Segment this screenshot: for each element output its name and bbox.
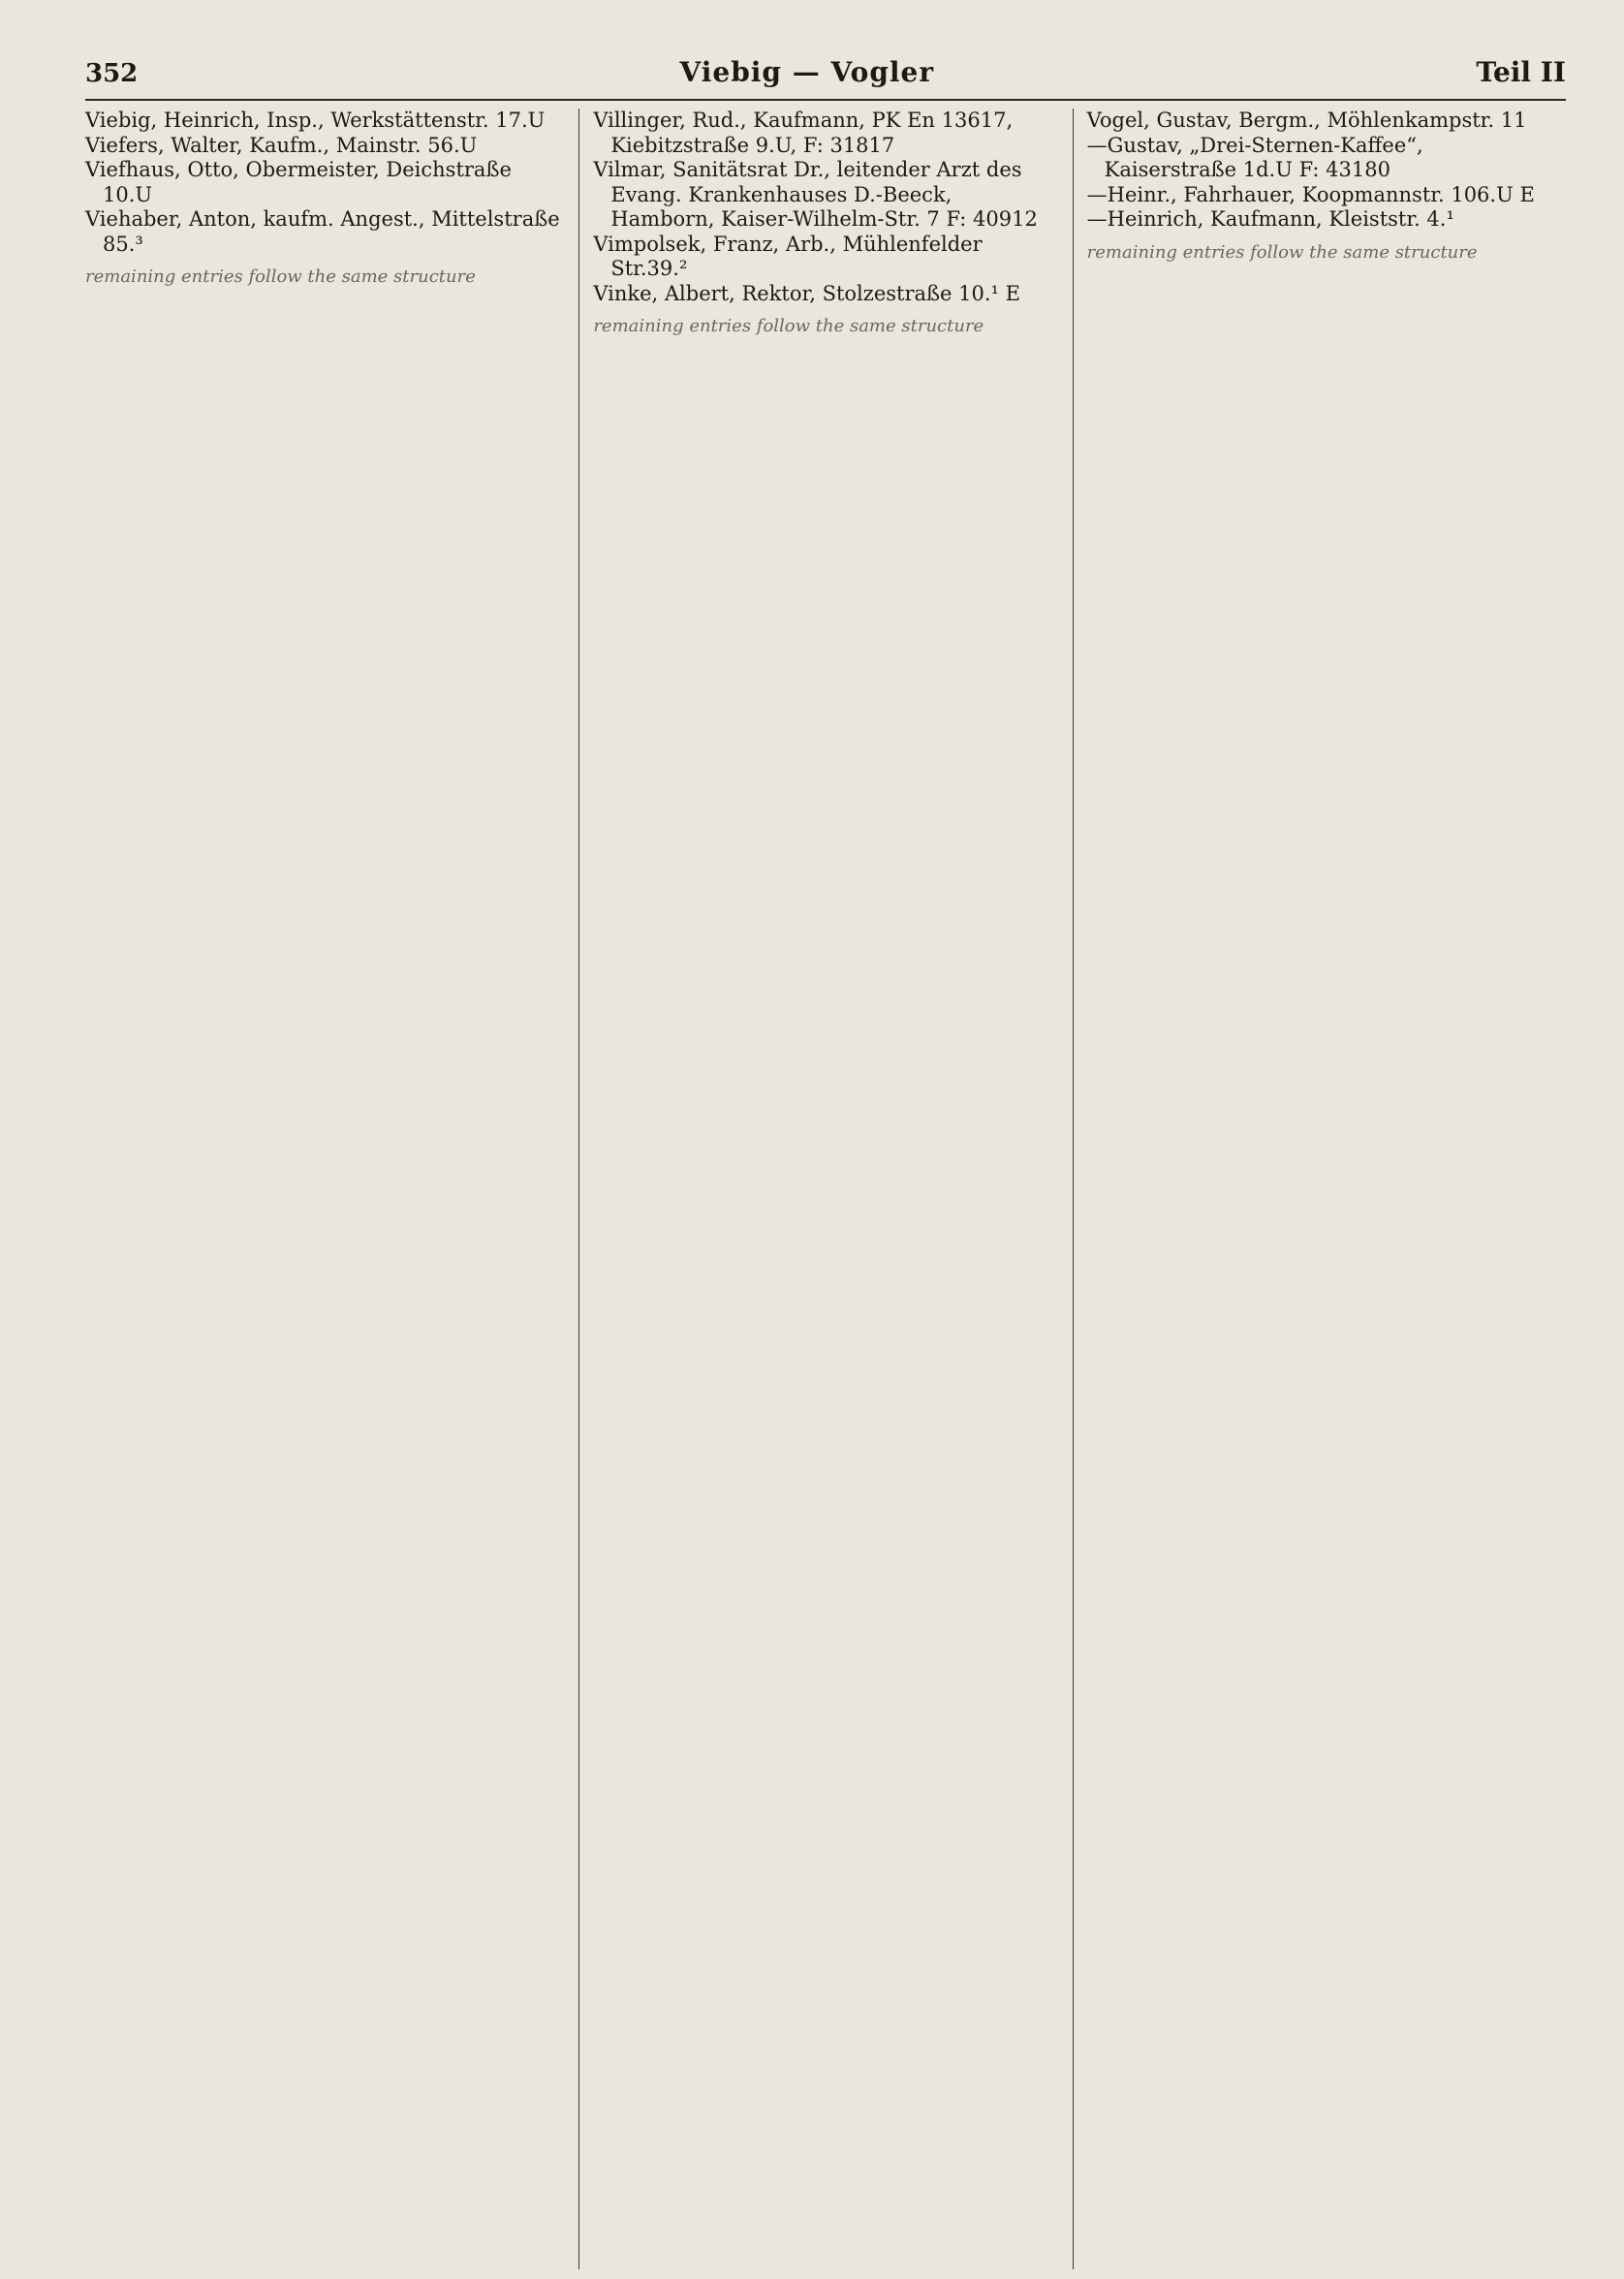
more-entries-note: remaining entries follow the same structure: [1086, 241, 1478, 263]
directory-entry: Villinger, Rud., Kaufmann, PK En 13617, Kiebitzstraße 9.U, F: 31817: [593, 109, 1014, 157]
page-number: 352: [85, 59, 139, 88]
directory-entry: Vinke, Albert, Rektor, Stolzestraße 10.¹ E: [593, 281, 1020, 305]
directory-entry: Viefers, Walter, Kaufm., Mainstr. 56.U: [85, 133, 478, 157]
part-label: Teil II: [1476, 56, 1566, 88]
directory-entry: Vogel, Gustav, Bergm., Möhlenkampstr. 11: [1086, 109, 1527, 132]
column-2: [578, 109, 1072, 2269]
directory-entry: —Heinrich, Kaufmann, Kleiststr. 4.¹: [1086, 207, 1454, 231]
directory-entry: Viebig, Heinrich, Insp., Werkstättenstr. 17.U: [85, 109, 546, 132]
more-entries-note: remaining entries follow the same structure: [593, 316, 984, 336]
directory-entry: Vimpolsek, Franz, Arb., Mühlenfelder Str.39.²: [593, 232, 983, 280]
directory-entry: Viehaber, Anton, kaufm. Angest., Mittelstraße 85.³: [85, 207, 560, 256]
column-3: [1073, 109, 1566, 2269]
page-header: [85, 56, 1566, 101]
directory-entry: Vilmar, Sanitätsrat Dr., leitender Arzt des Evang. Krankenhauses D.-Beeck, Hamborn, Kaiser-Wilhelm-Str. 7 F: 40912: [593, 158, 1038, 231]
directory-entry: —Gustav, „Drei-Sternen-Kaffee“, Kaiserstraße 1d.U F: 43180: [1086, 133, 1423, 181]
directory-entry: —Heinr., Fahrhauer, Koopmannstr. 106.U E: [1086, 182, 1535, 206]
directory-entry: Viefhaus, Otto, Obermeister, Deichstraße 10.U: [85, 158, 512, 206]
running-title: Viebig — Vogler: [679, 56, 935, 88]
more-entries-note: remaining entries follow the same structure: [85, 266, 476, 287]
directory-columns: [85, 109, 1566, 2269]
column-1: [85, 109, 578, 2269]
